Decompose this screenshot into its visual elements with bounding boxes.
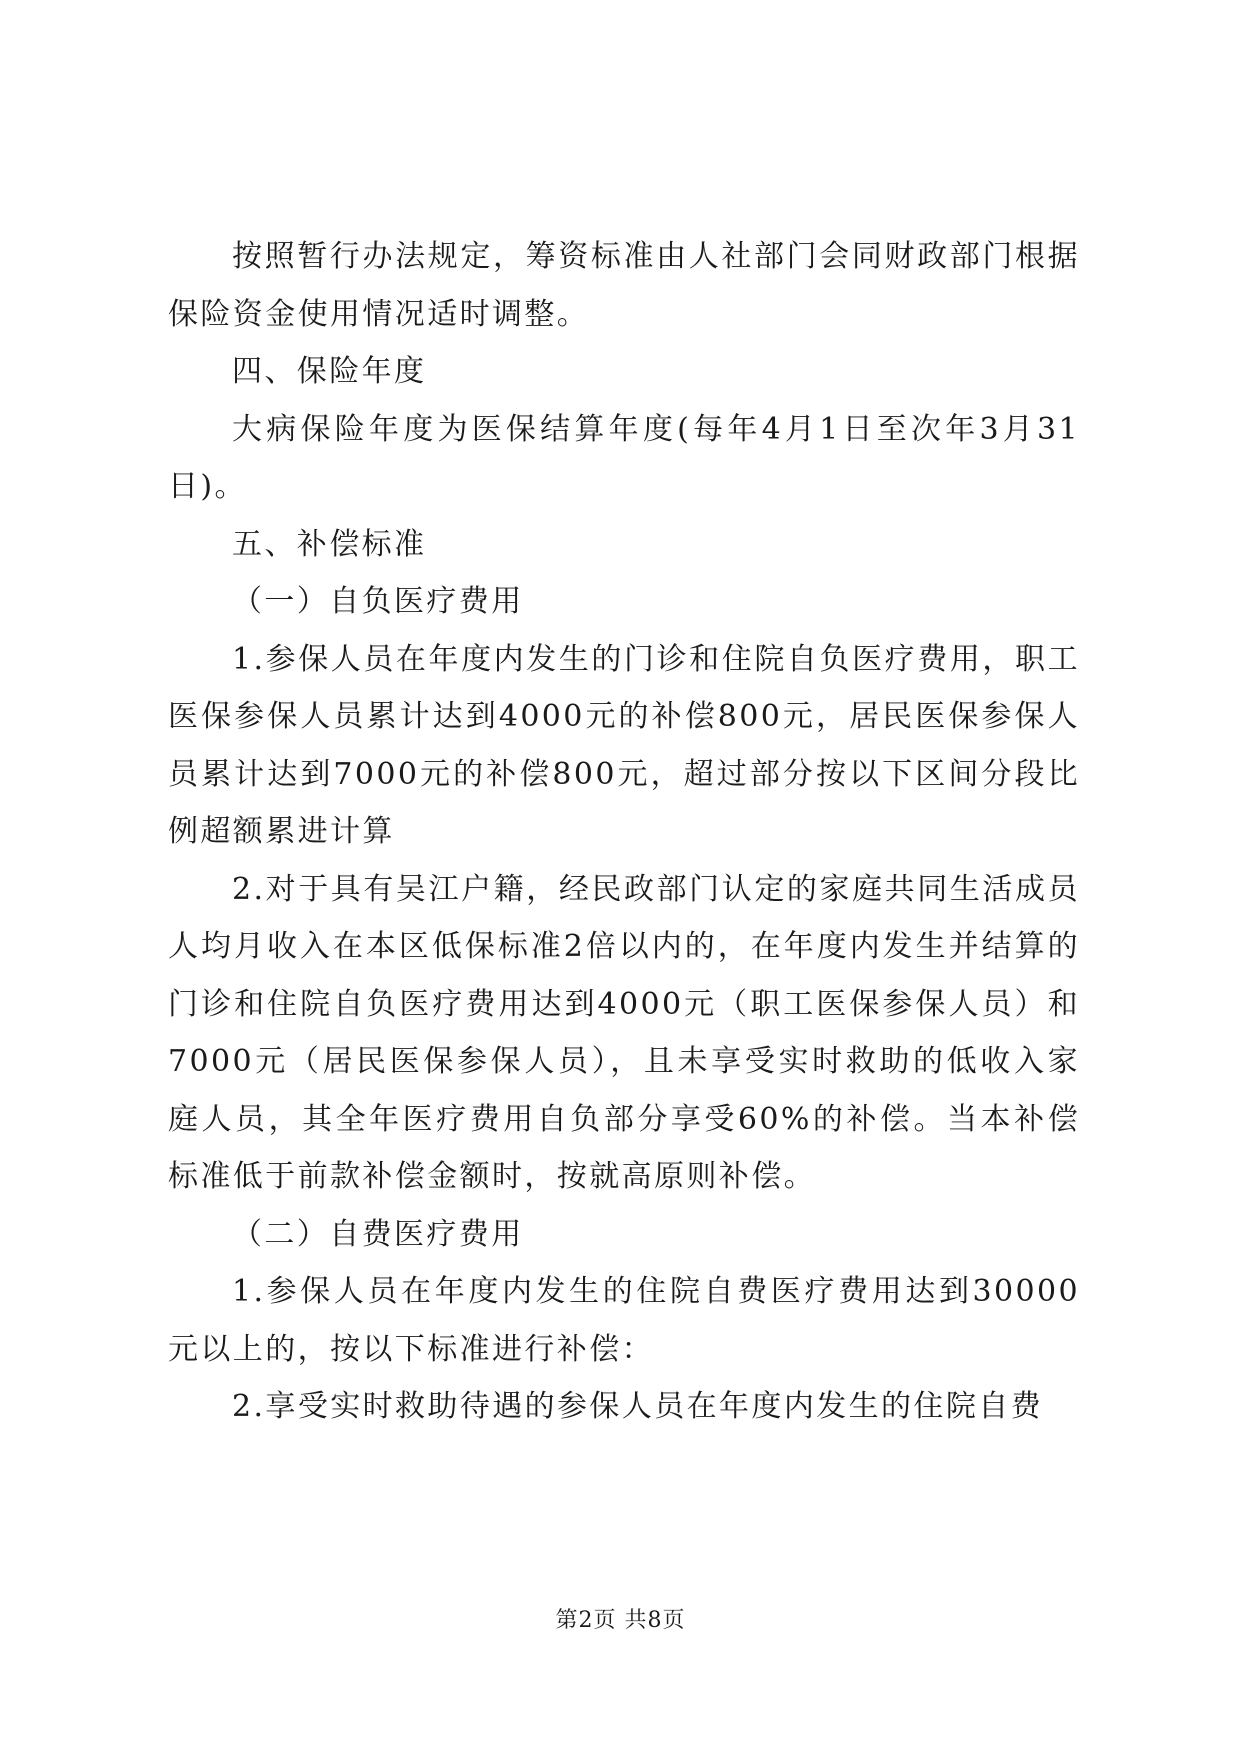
paragraph-out-of-pocket-1: 1.参保人员在年度内发生的住院自费医疗费用达到30000元以上的，按以下标准进行补偿： — [168, 1274, 1080, 1367]
subheading-out-of-pocket: （二）自费医疗费用 — [232, 1216, 524, 1252]
paragraph-insurance-year: 大病保险年度为医保结算年度(每年4月1日至次年3月31日)。 — [168, 411, 1080, 504]
subheading-self-paid-share: （一）自负医疗费用 — [232, 584, 524, 619]
paragraph-self-paid-share-2: 2.对于具有吴江户籍，经民政部门认定的家庭共同生活成员人均月收入在本区低保标准2倍以内的，在年度内发生并结算的门诊和住院自负医疗费用达到4000元（职工医保参保人员）和7000元（居民医保参保人员），且未享受实时救助的低收入家庭人员，其全年医疗费用自负部分享受60%的补偿。当本补偿标准低于前款补偿金额时，按就高原则补偿。 — [168, 871, 1080, 1194]
paragraph-out-of-pocket-2: 2.享受实时救助待遇的参保人员在年度内发生的住院自费 — [232, 1389, 1044, 1424]
page-footer: 第2页 共8页 — [555, 1608, 686, 1633]
heading-insurance-year: 四、保险年度 — [232, 354, 427, 389]
paragraph-funding-adjustment: 按照暂行办法规定，筹资标准由人社部门会同财政部门根据保险资金使用情况适时调整。 — [168, 239, 1080, 332]
document-body — [168, 228, 1080, 1436]
heading-compensation-standard: 五、补偿标准 — [232, 526, 427, 562]
paragraph-self-paid-share-1: 1.参保人员在年度内发生的门诊和住院自负医疗费用，职工医保参保人员累计达到4000元的补偿800元，居民医保参保人员累计达到7000元的补偿800元，超过部分按以下区间分段比例超额累进计算 — [168, 641, 1080, 849]
